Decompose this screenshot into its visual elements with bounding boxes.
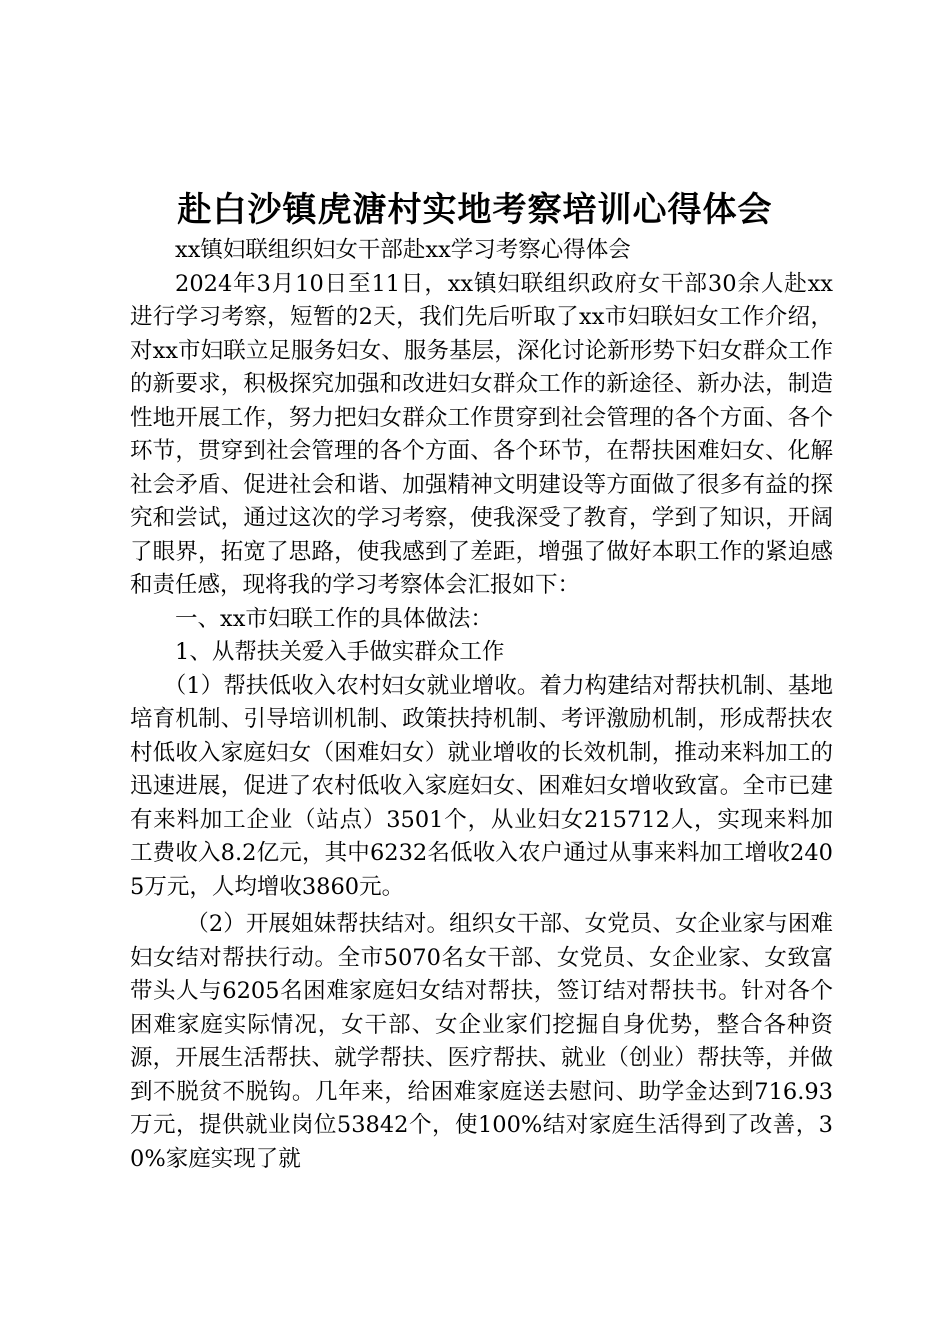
intro-paragraph: 2024年3月10日至11日，xx镇妇联组织政府女干部30余人赴xx进行学习考察，短暂的2天，我们先后听取了xx市妇联妇女工作介绍，对xx市妇联立足服务妇女、服务基层，深化讨论新形势下妇女群众工作的新要求，积极探究加强和改进妇女群众工作的新途径、新办法，制造性地开展工作，努力把妇女群众工作贯穿到社会管理的各个方面、各个环节，贯穿到社会管理的各个方面、各个环节，在帮扶困难妇女、化解社会矛盾、促进社会和谐、加强精神文明建设等方面做了很多有益的探究和尝试，通过这次的学习考察，使我深受了教育，学到了知识，开阔了眼界，拓宽了思路，使我感到了差距，增强了做好本职工作的紧迫感和责任感，现将我的学习考察体会汇报如下： bbox=[130, 270, 833, 598]
document-body bbox=[130, 234, 833, 1176]
section-heading: 一、xx市妇联工作的具体做法： bbox=[175, 605, 493, 632]
subtitle-paragraph: xx镇妇联组织妇女干部赴xx学习考察心得体会 bbox=[175, 237, 631, 263]
subsection-heading: 1、从帮扶关爱入手做实群众工作 bbox=[175, 639, 505, 665]
item-paragraph-1: （1）帮扶低收入农村妇女就业增收。着力构建结对帮扶机制、基地培育机制、引导培训机制、政策扶持机制、考评激励机制，形成帮扶农村低收入家庭妇女（困难妇女）就业增收的长效机制，推动来料加工的迅速进展，促进了农村低收入家庭妇女、困难妇女增收致富。全市已建有来料加工企业（站点）3501个，从业妇女215712人，实现来料加工费收入8.2亿元，其中6232名低收入农户通过从事来料加工增收2405万元，人均增收3860元。 bbox=[130, 672, 833, 900]
document-title: 赴白沙镇虎溏村实地考察培训心得体会 bbox=[177, 190, 773, 230]
item-paragraph-2: （2）开展姐妹帮扶结对。组织女干部、女党员、女企业家与困难妇女结对帮扶行动。全市5070名女干部、女党员、女企业家、女致富带头人与6205名困难家庭妇女结对帮扶，签订结对帮扶书。针对各个困难家庭实际情况，女干部、女企业家们挖掘自身优势，整合各种资源，开展生活帮扶、就学帮扶、医疗帮扶、就业（创业）帮扶等，并做到不脱贫不脱钩。几年来，给困难家庭送去慰问、助学金达到716.93万元，提供就业岗位53842个，使100%结对家庭生活得到了改善，30%家庭实现了就 bbox=[130, 911, 833, 1172]
